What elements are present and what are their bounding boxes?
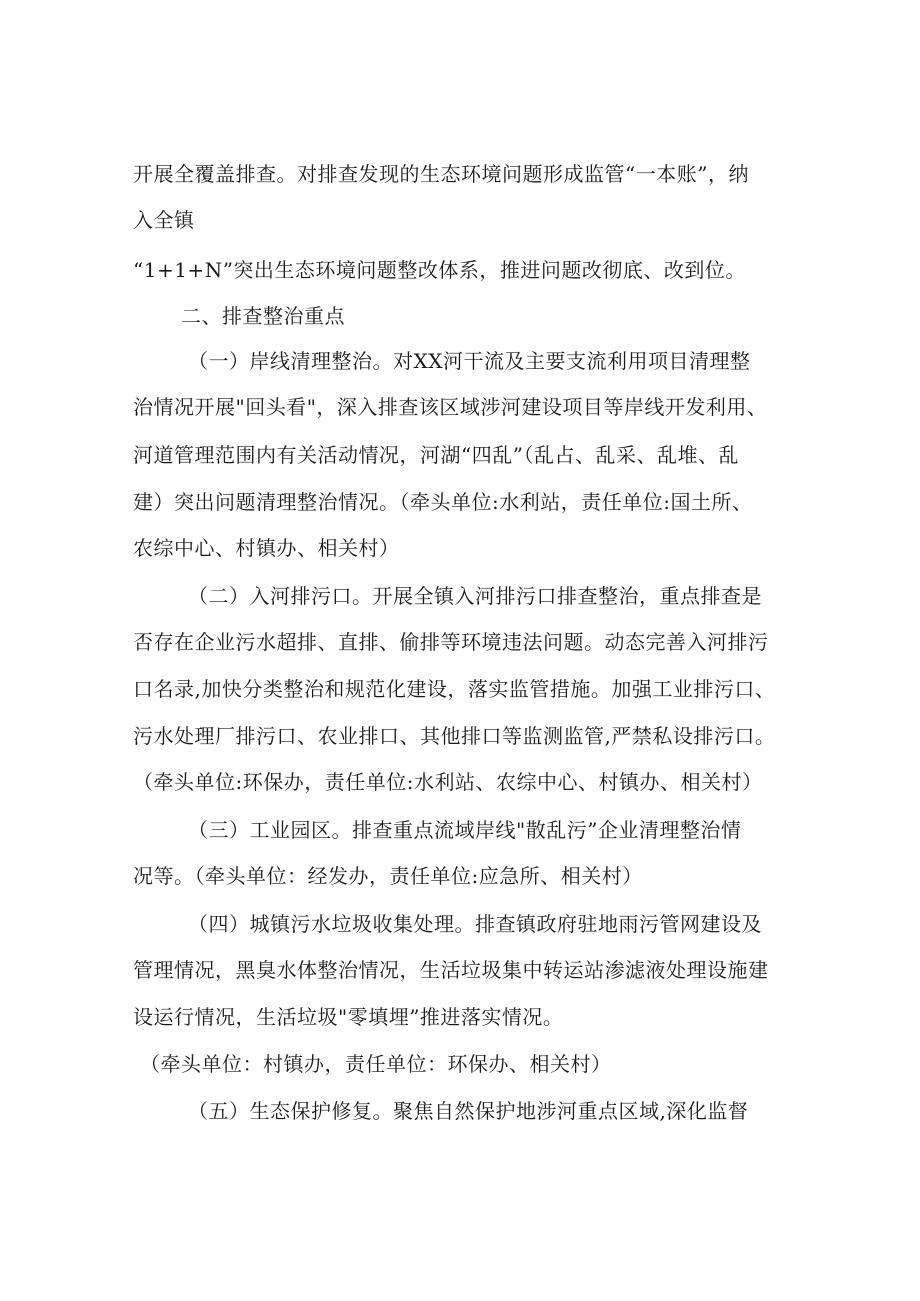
text-line-6: 治情况开展"回头看"，深入排查该区域涉河建设项目等岸线开发利用、 xyxy=(133,395,768,419)
text-line-13: 污水处理厂排污口、农业排口、其他排口等监测监管,严禁私设排污口。 xyxy=(133,724,776,748)
text-line-15: （三）工业园区。排查重点流域岸线"散乱污”企业清理整治情 xyxy=(188,818,742,842)
text-line-14: （牵头单位:环保办，责任单位:水利站、农综中心、村镇办、相关村） xyxy=(133,770,763,794)
text-line-10: （二）入河排污口。开展全镇入河排污口排查整治，重点排查是 xyxy=(188,584,762,608)
text-line-19: 设运行情况，生活垃圾"零填埋”推进落实情况。 xyxy=(133,1005,564,1029)
text-line-1: 开展全覆盖排查。对排查发现的生态环境问题形成监管“一本账”，纳 xyxy=(133,162,749,186)
text-line-3: “1+1+N”突出生态环境问题整改体系，推进问题改彻底、改到位。 xyxy=(133,258,746,282)
text-line-7: 河道管理范围内有关活动情况，河湖“四乱”（乱占、乱采、乱堆、乱 xyxy=(133,443,739,467)
text-line-17: （四）城镇污水垃圾收集处理。排查镇政府驻地雨污管网建设及 xyxy=(188,912,762,936)
text-line-8: 建）突出问题清理整治情况。（牵头单位:水利站，责任单位:国土所、 xyxy=(133,490,753,514)
text-line-5: （一）岸线清理整治。对XX河干流及主要支流利用项目清理整 xyxy=(188,349,751,373)
text-line-16: 况等。（牵头单位：经发办，责任单位:应急所、相关村） xyxy=(133,864,643,888)
text-line-20: （牵头单位：村镇办，责任单位：环保办、相关村） xyxy=(140,1052,612,1076)
text-line-11: 否存在企业污水超排、直排、偷排等环境违法问题。动态完善入河排污 xyxy=(133,630,769,654)
text-line-2: 入全镇 xyxy=(133,208,195,232)
text-line-18: 管理情况，黑臭水体整治情况，生活垃圾集中转运站渗滤液处理设施建 xyxy=(133,958,769,982)
text-line-21: （五）生态保护修复。聚焦自然保护地涉河重点区域,深化监督 xyxy=(188,1099,749,1123)
section-heading: 二、排查整治重点 xyxy=(181,304,345,328)
text-line-12: 口名录,加快分类整治和规范化建设，落实监管措施。加强工业排污口、 xyxy=(133,677,776,701)
text-line-9: 农综中心、村镇办、相关村） xyxy=(133,536,400,560)
